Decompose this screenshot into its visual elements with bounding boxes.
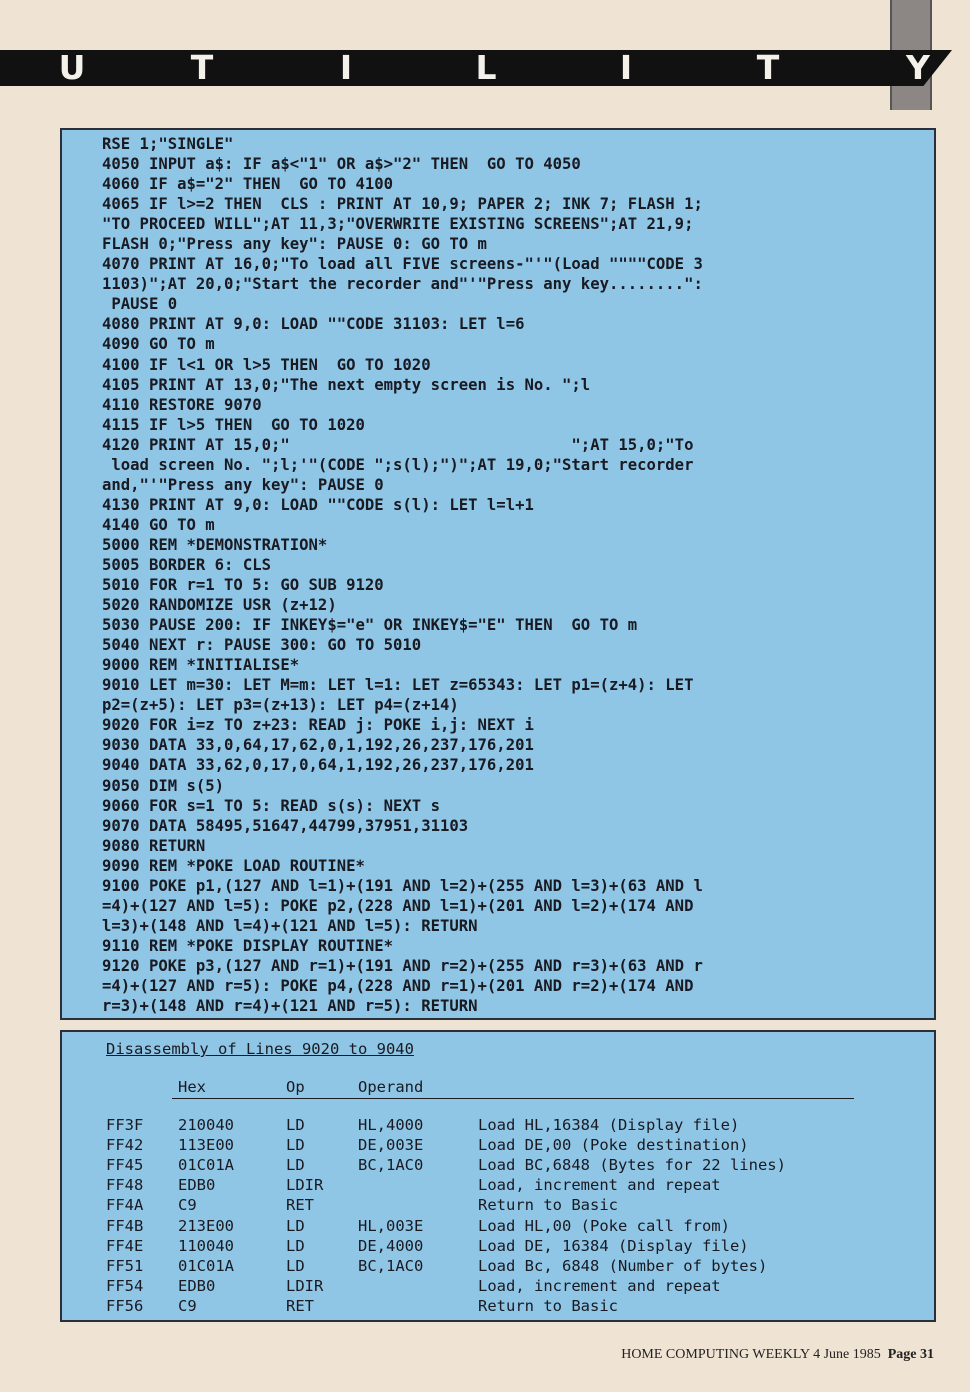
listing-line: load screen No. ";l;'"(CODE ";s(l);")";AT 19,0;"Start recorder <box>102 455 694 474</box>
listing-line: 9120 POKE p3,(127 AND r=1)+(191 AND r=2)+(255 AND r=3)+(63 AND r <box>102 956 703 975</box>
comment-cell: Load HL,16384 (Display file) <box>478 1116 740 1134</box>
disassembly-row <box>62 1136 934 1156</box>
disassembly-row <box>62 1297 934 1317</box>
listing-line: 9100 POKE p1,(127 AND l=1)+(191 AND l=2)+(255 AND l=3)+(63 AND l <box>102 876 703 895</box>
hex-cell: 213E00 <box>178 1216 234 1235</box>
listing-line: 9030 DATA 33,0,64,17,62,0,1,192,26,237,176,201 <box>102 736 534 755</box>
op-cell: LDIR <box>286 1276 324 1295</box>
listing-line: 4105 PRINT AT 13,0;"The next empty screen is No. ";l <box>102 375 591 394</box>
hex-cell: 01C01A <box>178 1256 234 1275</box>
listing-line: 5000 REM *DEMONSTRATION* <box>102 535 328 554</box>
operand-cell: DE,003E <box>358 1136 424 1155</box>
comment-cell: Load DE, 16384 (Display file) <box>478 1236 749 1255</box>
listing-line: 9110 REM *POKE DISPLAY ROUTINE* <box>102 936 394 955</box>
listing-line: 5020 RANDOMIZE USR (z+12) <box>102 596 337 615</box>
basic-listing <box>102 134 922 1016</box>
listing-line: l=3)+(148 AND l=4)+(121 AND l=5): RETURN <box>102 916 478 935</box>
listing-line: 9010 LET m=30: LET M=m: LET l=1: LET z=65343: LET p1=(z+4): LET <box>102 676 694 695</box>
disassembly-row <box>62 1156 934 1176</box>
listing-line: 9000 REM *INITIALISE* <box>102 656 300 675</box>
disassembly-row <box>62 1257 934 1277</box>
address-cell: FF4B <box>106 1216 144 1235</box>
disassembly-title: Disassembly of Lines 9020 to 9040 <box>106 1040 414 1058</box>
listing-line: 9070 DATA 58495,51647,44799,37951,31103 <box>102 816 469 835</box>
op-cell: RET <box>286 1296 314 1315</box>
hex-cell: C9 <box>178 1196 197 1215</box>
address-cell: FF51 <box>106 1256 144 1275</box>
operand-column-header: Operand <box>358 1078 424 1096</box>
op-column-header: Op <box>286 1078 305 1096</box>
listing-line: and,"'"Press any key": PAUSE 0 <box>102 475 384 494</box>
operand-cell: BC,1AC0 <box>358 1256 424 1275</box>
comment-cell: Load HL,00 (Poke call from) <box>478 1216 730 1235</box>
operand-cell: HL,003E <box>358 1216 424 1235</box>
listing-line: 9040 DATA 33,62,0,17,0,64,1,192,26,237,176,201 <box>102 756 534 775</box>
banner-letter: U <box>58 48 86 87</box>
listing-line: 4110 RESTORE 9070 <box>102 395 262 414</box>
listing-line: 5040 NEXT r: PAUSE 300: GO TO 5010 <box>102 636 422 655</box>
listing-line: FLASH 0;"Press any key": PAUSE 0: GO TO m <box>102 235 487 254</box>
publication-line: HOME COMPUTING WEEKLY 4 June 1985 <box>621 1347 881 1362</box>
hex-cell: 01C01A <box>178 1156 234 1175</box>
comment-cell: Load, increment and repeat <box>478 1276 721 1295</box>
op-cell: LD <box>286 1236 305 1255</box>
address-cell: FF3F <box>106 1116 144 1134</box>
disassembly-row <box>62 1217 934 1237</box>
disassembly-row <box>62 1176 934 1196</box>
listing-line: 4060 IF a$="2" THEN GO TO 4100 <box>102 175 394 194</box>
listing-line: 5010 FOR r=1 TO 5: GO SUB 9120 <box>102 576 384 595</box>
op-cell: LD <box>286 1116 305 1134</box>
hex-cell: C9 <box>178 1296 197 1315</box>
address-cell: FF48 <box>106 1176 144 1195</box>
disassembly-row <box>62 1237 934 1257</box>
basic-listing-panel <box>60 128 936 1020</box>
address-cell: FF4A <box>106 1196 144 1215</box>
banner-letter: Y <box>906 48 930 87</box>
hex-cell: 110040 <box>178 1236 234 1255</box>
listing-line: =4)+(127 AND r=5): POKE p4,(228 AND r=1)+(201 AND r=2)+(174 AND <box>102 976 694 995</box>
hex-cell: EDB0 <box>178 1176 216 1195</box>
address-cell: FF42 <box>106 1136 144 1155</box>
comment-cell: Load BC,6848 (Bytes for 22 lines) <box>478 1156 786 1175</box>
listing-line: 9080 RETURN <box>102 836 206 855</box>
comment-cell: Return to Basic <box>478 1196 618 1215</box>
listing-line: "TO PROCEED WILL";AT 11,3;"OVERWRITE EXISTING SCREENS";AT 21,9; <box>102 215 694 234</box>
banner-letter: T <box>190 48 214 87</box>
banner-letter: T <box>756 48 780 87</box>
listing-line: 9020 FOR i=z TO z+23: READ j: POKE i,j: NEXT i <box>102 716 534 735</box>
hex-cell: EDB0 <box>178 1276 216 1295</box>
comment-cell: Return to Basic <box>478 1296 618 1315</box>
listing-line: RSE 1;"SINGLE" <box>102 135 234 153</box>
comment-cell: Load DE,00 (Poke destination) <box>478 1136 749 1155</box>
address-cell: FF54 <box>106 1276 144 1295</box>
listing-line: 9060 FOR s=1 TO 5: READ s(s): NEXT s <box>102 796 440 815</box>
listing-line: 4140 GO TO m <box>102 515 215 534</box>
address-cell: FF45 <box>106 1156 144 1175</box>
operand-cell: DE,4000 <box>358 1236 424 1255</box>
op-cell: RET <box>286 1196 314 1215</box>
listing-line: =4)+(127 AND l=5): POKE p2,(228 AND l=1)+(201 AND l=2)+(174 AND <box>102 896 694 915</box>
listing-line: 9050 DIM s(5) <box>102 776 225 795</box>
listing-line: 4050 INPUT a$: IF a$<"1" OR a$>"2" THEN GO TO 4050 <box>102 155 581 174</box>
address-cell: FF4E <box>106 1236 144 1255</box>
listing-line: 9090 REM *POKE LOAD ROUTINE* <box>102 856 365 875</box>
listing-line: 4120 PRINT AT 15,0;" ";AT 15,0;"To <box>102 435 694 454</box>
listing-line: r=3)+(148 AND r=4)+(121 AND r=5): RETURN <box>102 997 478 1016</box>
op-cell: LD <box>286 1136 305 1155</box>
operand-cell: HL,4000 <box>358 1116 424 1134</box>
listing-line: 4090 GO TO m <box>102 335 215 354</box>
page-number: Page 31 <box>887 1347 934 1362</box>
page-footer <box>621 1347 934 1363</box>
listing-line: 4130 PRINT AT 9,0: LOAD ""CODE s(l): LET l=l+1 <box>102 495 534 514</box>
listing-line: p2=(z+5): LET p3=(z+13): LET p4=(z+14) <box>102 696 459 715</box>
op-cell: LDIR <box>286 1176 324 1195</box>
banner-letter: L <box>475 48 497 87</box>
op-cell: LD <box>286 1156 305 1175</box>
disassembly-panel <box>60 1030 936 1322</box>
op-cell: LD <box>286 1256 305 1275</box>
listing-line: 4115 IF l>5 THEN GO TO 1020 <box>102 415 365 434</box>
listing-line: 4100 IF l<1 OR l>5 THEN GO TO 1020 <box>102 355 431 374</box>
comment-cell: Load, increment and repeat <box>478 1176 721 1195</box>
listing-line: 5005 BORDER 6: CLS <box>102 555 271 574</box>
hex-cell: 113E00 <box>178 1136 234 1155</box>
disassembly-row <box>62 1116 934 1136</box>
op-cell: LD <box>286 1216 305 1235</box>
listing-line: 5030 PAUSE 200: IF INKEY$="e" OR INKEY$="E" THEN GO TO m <box>102 616 638 635</box>
disassembly-row <box>62 1196 934 1216</box>
listing-line: 4080 PRINT AT 9,0: LOAD ""CODE 31103: LET l=6 <box>102 315 525 334</box>
address-cell: FF56 <box>106 1296 144 1315</box>
disassembly-row <box>62 1277 934 1297</box>
listing-line: PAUSE 0 <box>102 295 178 314</box>
hex-column-header: Hex <box>178 1078 206 1096</box>
header-divider <box>172 1098 854 1099</box>
comment-cell: Load Bc, 6848 (Number of bytes) <box>478 1256 768 1275</box>
listing-line: 1103)";AT 20,0;"Start the recorder and"'"Press any key........": <box>102 275 703 294</box>
banner-letter: I <box>619 48 633 87</box>
banner-letter: I <box>339 48 353 87</box>
listing-line: 4065 IF l>=2 THEN CLS : PRINT AT 10,9; PAPER 2; INK 7; FLASH 1; <box>102 195 703 214</box>
hex-cell: 210040 <box>178 1116 234 1134</box>
listing-line: 4070 PRINT AT 16,0;"To load all FIVE screens-"'"(Load """"CODE 3 <box>102 255 703 274</box>
operand-cell: BC,1AC0 <box>358 1156 424 1175</box>
